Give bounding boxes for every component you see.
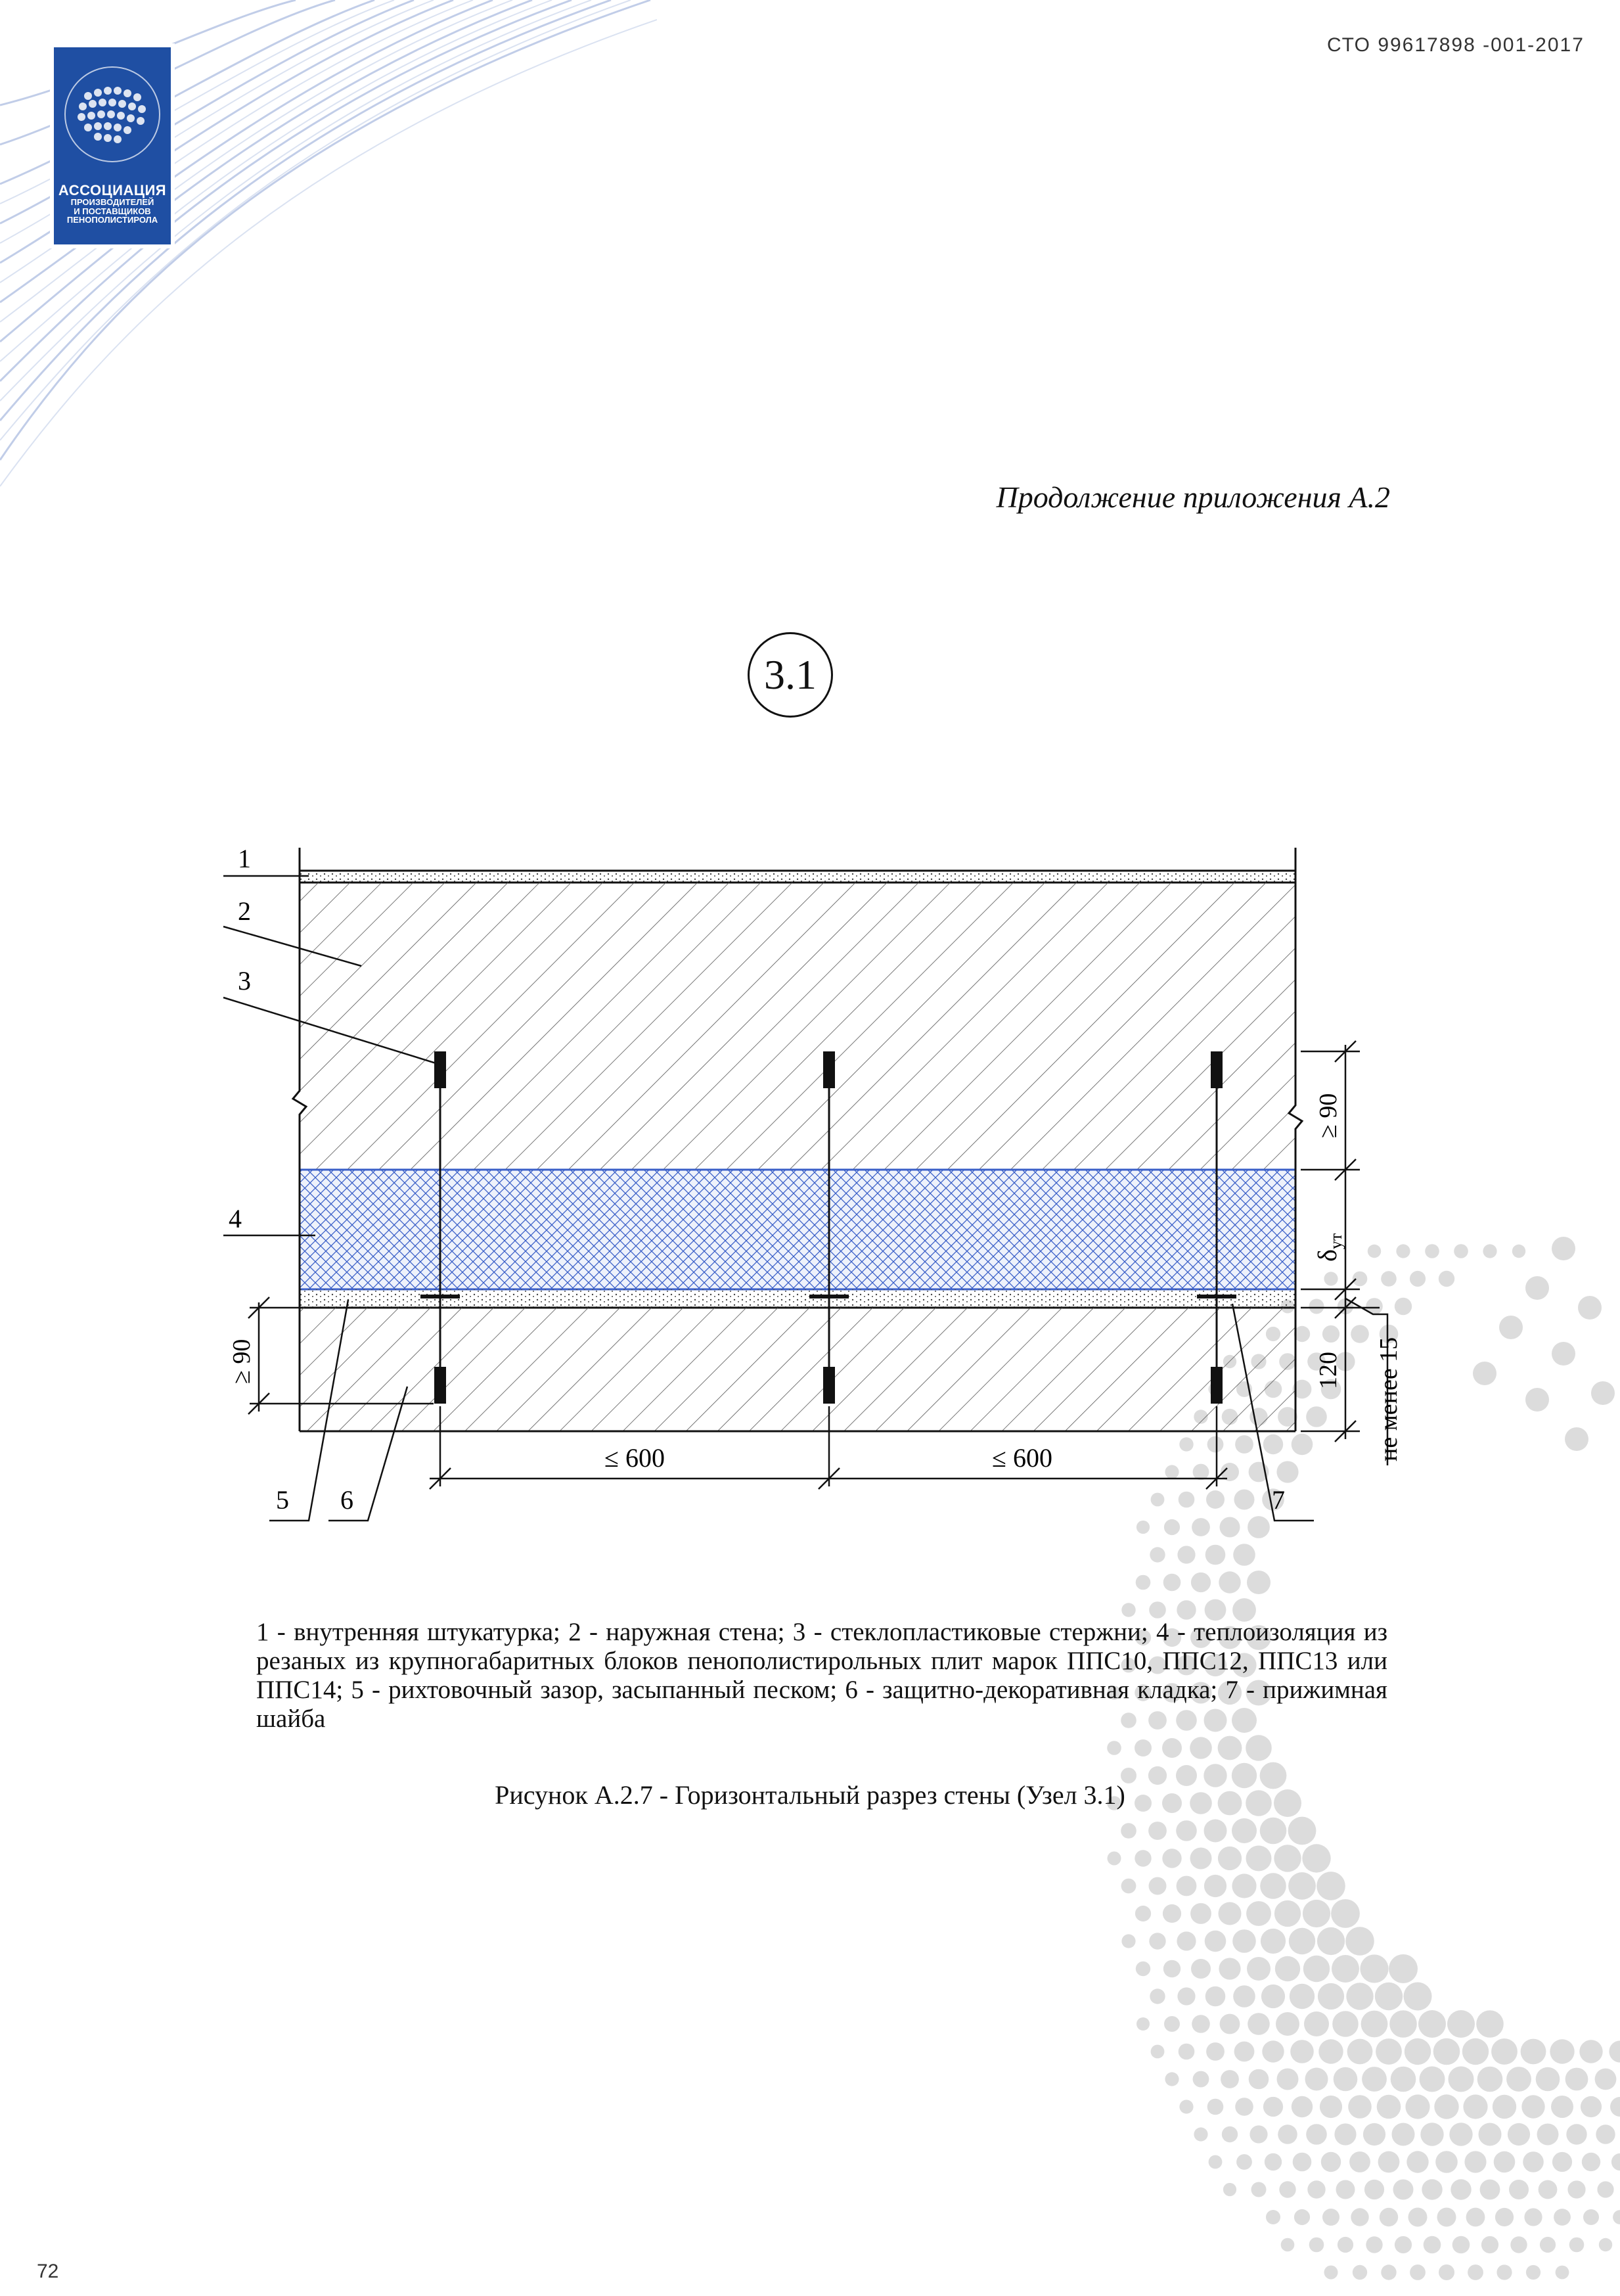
decor-dot <box>1232 1873 1256 1898</box>
decor-dot <box>1595 2069 1617 2090</box>
decor-dot <box>1338 2237 1353 2253</box>
decor-dot <box>1136 1575 1151 1590</box>
decor-dot <box>1260 1818 1287 1845</box>
decor-dot <box>1165 2072 1179 2086</box>
decor-dot <box>1275 1956 1300 1981</box>
decor-dot <box>1191 1959 1211 1979</box>
decor-dot <box>1190 1737 1212 1759</box>
dim-insulation-main: δ <box>1313 1249 1342 1262</box>
decor-dot <box>1332 1955 1359 1983</box>
decor-dot <box>1234 2042 1255 2062</box>
decor-dot <box>1204 1875 1226 1897</box>
decor-dot <box>1121 1823 1136 1839</box>
decor-dot <box>1348 2095 1372 2119</box>
decor-dot <box>1405 2094 1429 2119</box>
decor-dot <box>1223 2183 1236 2196</box>
decor-dot <box>1449 2123 1472 2146</box>
decor-dot <box>1164 2016 1180 2032</box>
decor-dot <box>1303 1956 1330 1982</box>
decor-dot <box>1410 2264 1426 2280</box>
decor-dot <box>1107 1741 1121 1755</box>
decor-dot <box>1279 2181 1295 2197</box>
decor-dot <box>1434 2094 1458 2119</box>
decor-dot <box>1334 2067 1358 2092</box>
insulation-layer <box>300 1170 1295 1289</box>
logo-line-4: ПЕНОПОЛИСТИРОЛА <box>66 215 158 225</box>
decor-dot <box>1540 2237 1556 2253</box>
decor-dot <box>1480 2180 1500 2200</box>
decor-dot <box>1163 1904 1181 1923</box>
association-logo <box>50 43 175 248</box>
decor-dot <box>1162 1738 1182 1758</box>
decor-dot <box>1303 1900 1330 1927</box>
decor-dot <box>1277 2069 1299 2090</box>
decor-dot <box>1209 2155 1223 2169</box>
decor-dot <box>1290 2040 1314 2063</box>
decor-dot <box>1331 1899 1360 1928</box>
decor-dot <box>1395 2236 1412 2253</box>
decor-dot <box>1477 2067 1503 2092</box>
decor-dot <box>1495 2208 1514 2226</box>
decor-dot <box>1406 2151 1428 2172</box>
decor-dot <box>1235 2098 1253 2116</box>
node-number: 3.1 <box>764 651 817 698</box>
decor-dot <box>1389 1954 1418 1983</box>
decor-dot <box>1320 2096 1342 2118</box>
decor-dot <box>1404 1983 1432 2011</box>
decor-dot <box>1613 2210 1620 2224</box>
decor-dot <box>1309 2238 1324 2253</box>
decor-dot <box>1565 2068 1588 2091</box>
decor-dot <box>1493 2095 1516 2119</box>
logo-line-3: И ПОСТАВЩИКОВ <box>74 206 151 216</box>
decor-dot <box>1321 2152 1341 2172</box>
decor-dot <box>1190 1848 1212 1870</box>
decor-dot <box>1361 2011 1388 2038</box>
decor-dot <box>1536 2067 1560 2092</box>
decor-dot <box>1177 1931 1196 1950</box>
decor-dot <box>1249 2069 1269 2090</box>
callout-4: 4 <box>229 1204 242 1233</box>
decor-dot <box>1222 2126 1238 2142</box>
decor-dot <box>1569 2238 1585 2253</box>
decor-dot <box>1581 2096 1602 2117</box>
decor-dot <box>1392 2123 1415 2146</box>
decor-dot <box>1556 2266 1569 2280</box>
decor-dot <box>1599 2238 1612 2251</box>
decor-dot <box>1366 2236 1382 2253</box>
decor-dot <box>1232 1818 1257 1843</box>
decor-dot <box>1136 2017 1150 2031</box>
dim-insulation <box>1313 1233 1345 1262</box>
decor-dot <box>1205 1931 1226 1952</box>
decor-dot <box>1336 2180 1355 2199</box>
decor-dot <box>1381 2264 1396 2280</box>
decor-dot <box>1220 2014 1240 2034</box>
decor-dot <box>1363 2123 1385 2146</box>
dim-facing: 120 <box>1315 1352 1342 1389</box>
decor-dot <box>1192 2015 1210 2033</box>
decor-dot <box>1420 2067 1445 2092</box>
decor-dot <box>1274 1900 1301 1927</box>
decor-dot <box>1408 2208 1428 2227</box>
decor-dot <box>1347 2039 1373 2065</box>
decor-dot <box>1509 2180 1529 2199</box>
decor-dot <box>1318 2039 1343 2063</box>
decor-dot <box>1551 2096 1573 2118</box>
decor-dot <box>1422 2179 1442 2199</box>
decor-dot <box>1204 1820 1227 1843</box>
decor-dot <box>1609 2040 1620 2062</box>
decor-dot <box>1289 1928 1315 1954</box>
logo-text <box>58 183 167 225</box>
decor-dot <box>1317 1927 1345 1955</box>
decor-dot <box>1537 2124 1559 2146</box>
decor-dot <box>1318 1983 1344 2009</box>
decor-dot <box>1583 2209 1599 2225</box>
decor-dot <box>1391 2067 1416 2092</box>
decor-dot <box>1261 1985 1285 2008</box>
decor-dot <box>1304 2011 1329 2036</box>
decor-dot <box>1179 2100 1193 2113</box>
decor-dot <box>1451 2179 1471 2199</box>
decor-dot <box>1476 2010 1504 2038</box>
decor-dot <box>1579 2040 1602 2063</box>
decor-dot <box>1550 2039 1574 2063</box>
decor-dot <box>1362 2067 1387 2092</box>
decor-dot <box>1433 2038 1460 2065</box>
callout-3: 3 <box>238 966 251 996</box>
decor-dot <box>1265 2153 1282 2170</box>
decor-dot <box>1376 2038 1402 2065</box>
callout-5: 5 <box>276 1485 289 1515</box>
callout-6: 6 <box>340 1485 353 1515</box>
decor-dot <box>1491 2038 1518 2065</box>
dim-spacing-2: ≤ 600 <box>992 1443 1052 1473</box>
decor-dot <box>1135 1906 1151 1921</box>
dim-wall-anchor: ≥ 90 <box>1315 1093 1342 1138</box>
decor-dot <box>1332 2011 1359 2037</box>
decor-dot <box>1232 1929 1256 1953</box>
decor-dot <box>1177 1987 1195 2005</box>
decor-dot <box>1302 1844 1330 1872</box>
decor-dot <box>1260 1873 1286 1899</box>
page-number: 72 <box>37 2261 59 2282</box>
decor-dot <box>1288 1872 1316 1900</box>
continuation-heading: Продолжение приложения А.2 <box>996 480 1390 514</box>
facing-masonry <box>300 1308 1295 1431</box>
decor-dot <box>1463 2094 1487 2119</box>
node-number-circle <box>748 632 833 718</box>
decor-dot <box>1439 2264 1454 2280</box>
decor-dot <box>1360 1954 1388 1983</box>
decor-dot <box>1494 2151 1516 2173</box>
decor-dot <box>1135 1850 1151 1866</box>
decor-dot <box>1462 2038 1489 2065</box>
decor-dot <box>1393 2180 1414 2200</box>
decor-dot <box>1136 1962 1150 1976</box>
decor-dot <box>1307 2180 1325 2198</box>
decor-dot <box>1582 2153 1600 2171</box>
decor-dot <box>1149 1601 1166 1619</box>
decor-dot <box>1261 1929 1286 1954</box>
decor-dot <box>1121 1603 1135 1617</box>
decor-dot <box>1389 2010 1417 2038</box>
decor-dot <box>1236 2154 1252 2170</box>
decor-dot <box>1508 2123 1530 2146</box>
decor-dot <box>1176 1820 1197 1841</box>
decor-dot <box>1437 2208 1456 2227</box>
decor-dot <box>1322 2209 1339 2226</box>
decor-dot <box>1346 1983 1373 2009</box>
decor-dot <box>1466 2208 1485 2227</box>
decor-dot <box>1351 2208 1368 2226</box>
dim-gap: не менее 15 <box>1375 1337 1403 1461</box>
decor-dot <box>1418 2010 1446 2038</box>
decor-dot <box>1150 1988 1165 2004</box>
figure-legend: 1 - внутренняя штукатурка; 2 - наружная стена; 3 - стеклопластиковые стержни; 4 - теплоизоляция из резаных из крупногабаритных блоков пенополистирольных плит марок ППС10, ППС12, ППС13 или ППС14; 5 - рихтовочный зазор, засыпанный песком; 6 - защитно-декоративная кладка; 7 - прижимная шайба <box>256 1618 1387 1733</box>
decor-dot <box>1190 1903 1211 1924</box>
document-code: СТО 99617898 -001-2017 <box>1327 34 1585 56</box>
decor-dot <box>1246 1846 1272 1871</box>
decor-dot <box>1191 1573 1211 1592</box>
decor-dot <box>1464 2151 1486 2172</box>
decor-dot <box>1293 2153 1312 2172</box>
decor-dot <box>1567 2180 1585 2198</box>
decor-dot <box>1149 1933 1165 1949</box>
callout-1: 1 <box>238 844 251 873</box>
decor-dot <box>1496 2264 1512 2280</box>
decor-dot <box>1611 2153 1620 2170</box>
decor-dot <box>1596 2124 1615 2144</box>
decor-dot <box>1247 1571 1271 1594</box>
logo-line-1: АССОЦИАЦИЯ <box>58 182 167 198</box>
decor-dot <box>1246 1901 1271 1926</box>
decor-dot <box>1177 1876 1197 1896</box>
logo-line-2: ПРОИЗВОДИТЕЛЕЙ <box>70 197 154 208</box>
decor-dot <box>1251 2182 1267 2197</box>
decor-dot <box>1193 2071 1209 2088</box>
decor-dot <box>1121 1879 1136 1894</box>
decor-dot <box>1349 2151 1370 2172</box>
callout-2: 2 <box>238 896 251 926</box>
decor-dot <box>1205 1986 1226 2007</box>
decor-dot <box>1151 2045 1165 2059</box>
decor-dot <box>1274 1845 1301 1871</box>
decor-dot <box>1278 2124 1297 2144</box>
figure-caption: Рисунок А.2.7 - Горизонтальный разрез стены (Узел 3.1) <box>495 1780 1125 1810</box>
decor-dot <box>1447 2010 1475 2038</box>
decor-dot <box>1218 1736 1242 1760</box>
decor-dot <box>1597 2181 1613 2197</box>
decor-dot <box>1290 1984 1315 2009</box>
decor-dot <box>1246 1735 1272 1761</box>
decor-dot <box>1405 2038 1431 2065</box>
decor-dot <box>1377 2095 1401 2119</box>
outer-wall <box>300 883 1295 1170</box>
globe-icon <box>62 57 163 175</box>
decor-dot <box>1219 1571 1240 1593</box>
decor-dot <box>1121 1934 1135 1948</box>
decor-dot <box>1523 2151 1544 2172</box>
decor-dot <box>1163 1960 1181 1977</box>
decor-dot <box>1316 1871 1345 1900</box>
decor-dot <box>1206 2042 1225 2061</box>
decor-dot <box>1435 2151 1458 2173</box>
decor-dot <box>1380 2208 1398 2226</box>
decor-dot <box>1108 1852 1121 1866</box>
decor-dot <box>1177 1600 1196 1619</box>
decor-dot <box>1524 2208 1542 2226</box>
decor-dot <box>1305 2068 1328 2091</box>
decor-dot <box>1207 2099 1224 2115</box>
dim-spacing-1: ≤ 600 <box>604 1443 665 1473</box>
decor-dot <box>1526 2265 1541 2280</box>
decor-dot <box>1281 2238 1295 2252</box>
decor-dot <box>1554 2209 1571 2226</box>
decor-dot <box>1345 1927 1374 1956</box>
decor-dot <box>1247 1957 1271 1981</box>
decor-dot <box>1424 2236 1441 2254</box>
decor-dot <box>1324 2266 1338 2280</box>
callout-7: 7 <box>1272 1485 1285 1515</box>
decor-dot <box>1353 2265 1367 2280</box>
decor-dot <box>1276 2012 1299 2036</box>
decor-dot <box>1334 2123 1356 2145</box>
decor-dot <box>1375 1983 1403 2010</box>
decor-dot <box>1249 2125 1267 2143</box>
decor-dot <box>1449 2067 1474 2092</box>
decor-dot <box>1521 2039 1546 2065</box>
dim-insulation-sub: ут <box>1326 1233 1345 1250</box>
decor-dot <box>1292 2096 1313 2117</box>
decor-dot <box>1148 1822 1167 1840</box>
decor-dot <box>1468 2264 1483 2280</box>
decor-dot <box>1294 2209 1310 2225</box>
decor-dot <box>1288 1817 1316 1845</box>
decor-dot <box>1262 2040 1284 2062</box>
decor-dot <box>1521 2095 1544 2118</box>
decor-dot <box>1219 1902 1242 1925</box>
decor-dot <box>1539 2180 1558 2199</box>
decor-dot <box>1162 1848 1181 1868</box>
decor-dot <box>1221 2070 1239 2088</box>
decor-dot <box>1233 1985 1255 2008</box>
decor-dot <box>1306 2124 1327 2145</box>
decor-dot <box>1218 1847 1242 1870</box>
decor-dot <box>1263 2097 1283 2117</box>
decor-dot <box>1510 2236 1527 2253</box>
decor-dot <box>1378 2151 1400 2173</box>
decor-dot <box>1163 1574 1181 1592</box>
decor-dot <box>1248 2013 1270 2035</box>
dim-facing-anchor: ≥ 90 <box>228 1339 256 1384</box>
decor-dot <box>1610 2097 1620 2117</box>
decor-dot <box>1479 2123 1502 2146</box>
decor-dot <box>1452 2236 1470 2254</box>
decor-dot <box>1135 1739 1152 1756</box>
decor-dot <box>1219 1958 1240 1979</box>
decor-dot <box>1506 2067 1531 2092</box>
decor-dot <box>1266 2210 1280 2224</box>
decor-dot <box>1364 2180 1384 2199</box>
plaster-layer <box>300 871 1295 883</box>
decor-dot <box>1420 2123 1443 2146</box>
decor-dot <box>1149 1877 1167 1895</box>
decor-dot <box>1552 2152 1572 2172</box>
decor-dot <box>1481 2236 1498 2253</box>
decor-dot <box>1179 2044 1195 2060</box>
decor-dot <box>1194 2127 1207 2141</box>
wall-section-drawing <box>0 828 1620 1551</box>
decor-dot <box>1566 2124 1586 2144</box>
